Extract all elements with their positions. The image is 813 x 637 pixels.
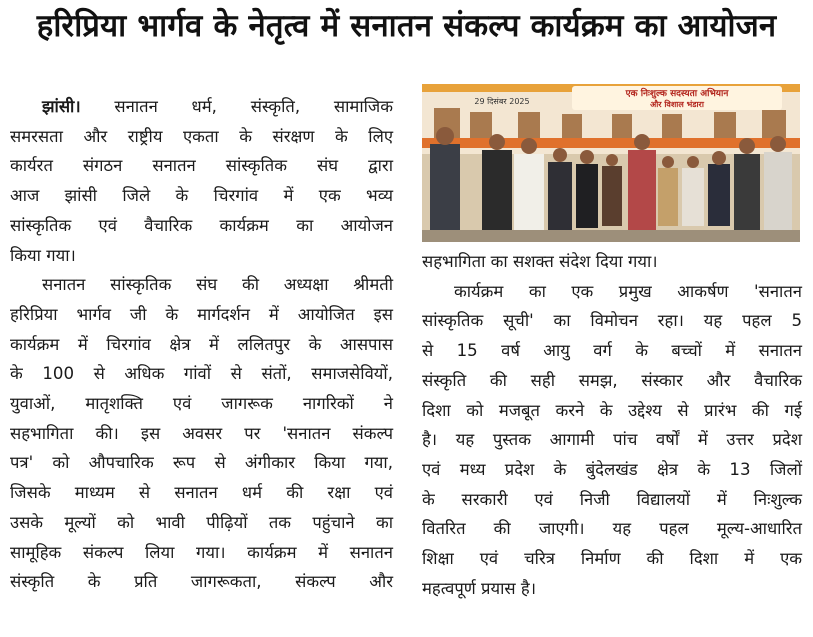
text-line: शिक्षा एवं चरित्र निर्माण की दिशा में एक [422,549,802,569]
headline: हरिप्रिया भार्गव के नेतृत्व में सनातन संकल्प कार्यक्रम का आयोजन [36,8,777,44]
banner-text: एक निःशुल्क सदस्यता अभियान [625,89,729,99]
text-line: है। यह पुस्तक आगामी पांच वर्षों में उत्तर प्रदेश [422,430,802,450]
text-line: के सरकारी एवं निजी विद्यालयों में निःशुल्क [422,489,802,509]
text-line: सामूहिक संकल्प लिया गया। कार्यक्रम में सनातन [10,542,393,562]
text-line: संस्कृति के प्रति जागरूकता, संकल्प और [10,572,393,592]
event-photo [422,84,800,242]
text-line: सांस्कृतिक एवं वैचारिक कार्यक्रम का आयोजन [10,215,393,235]
text-line: उसके मूल्यों को भावी पीढ़ियों तक पहुंचाने का [10,512,393,532]
text-line: किया गया। [10,245,76,265]
text-line: जिसके माध्यम से सनातन धर्म की रक्षा एवं [10,483,393,503]
text-line: महत्वपूर्ण प्रयास है। [422,578,537,598]
text-line: सांस्कृतिक सूची' का विमोचन रहा। यह पहल 5 [422,311,802,331]
text-line: सनातन सांस्कृतिक संघ की अध्यक्षा श्रीमती [42,275,393,295]
text-line: संस्कृति की सही समझ, संस्कार और वैचारिक [422,370,802,390]
banner-text: और विशाल भंडारा [650,100,704,109]
text-line: वितरित की जाएगी। यह पहल मूल्य-आधारित [422,519,802,539]
text-line: झांसी। सनातन धर्म, संस्कृति, सामाजिक [42,97,393,116]
text-line: सहभागिता का सशक्त संदेश दिया गया। [422,252,658,271]
text-line: हरिप्रिया भार्गव जी के मार्गदर्शन में आयोजित इस [10,304,393,324]
left-column [10,92,393,597]
text-line: से 15 वर्ष आयु वर्ग के बच्चों में सनातन [422,341,802,361]
text-line: कार्यरत संगठन सनातन सांस्कृतिक संघ द्वारा [10,156,393,176]
text-line: कार्यक्रम में चिरगांव क्षेत्र में ललितपुर के आसपास [10,334,393,354]
text-line: दिशा को मजबूत करने के उद्देश्य से प्रारंभ की गई [422,400,802,420]
text-line: समरसता और राष्ट्रीय एकता के संरक्षण के लिए [10,126,393,146]
text-line: एवं मध्य प्रदेश के बुंदेलखंड क्षेत्र के 13 जिलों [422,459,802,479]
banner-date: 29 दिसंबर 2025 [474,97,530,106]
text-line: आज झांसी जिले के चिरगांव में एक भव्य [10,186,393,206]
dateline: झांसी। [42,97,81,116]
text-line: कार्यक्रम का एक प्रमुख आकर्षण 'सनातन [454,281,802,301]
text-line: के 100 से अधिक गांवों से संतों, समाजसेवियों, [10,364,393,384]
right-column [422,247,802,603]
text-line: पत्र' को औपचारिक रूप से अंगीकार किया गया, [10,453,393,473]
text-line: युवाओं, मातृशक्ति एवं जागरूक नागरिकों ने [10,394,393,414]
text-line: सहभागिता की। इस अवसर पर 'सनातन संकल्प [10,423,393,443]
